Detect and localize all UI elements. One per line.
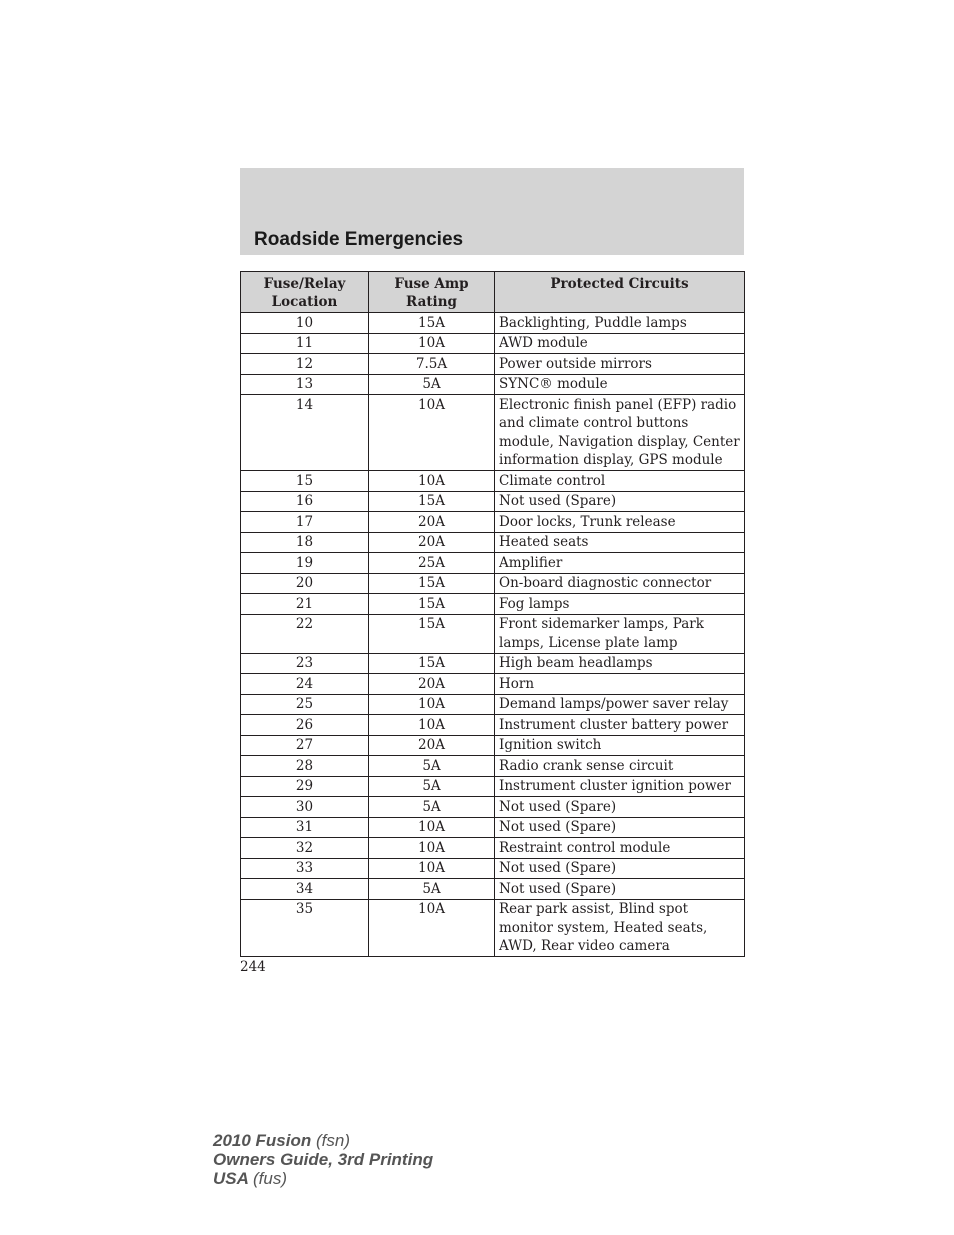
fuse-rating-cell: 15A [369,653,495,674]
page-number: 244 [240,959,266,975]
fuse-rating-cell: 10A [369,694,495,715]
column-header-circuits [495,272,745,313]
fuse-rating-cell: 15A [369,594,495,615]
protected-circuits-cell: Climate control [495,471,745,492]
column-header-circuits-line1: Protected Circuits [550,276,689,292]
fuse-rating-cell: 5A [369,797,495,818]
fuse-location-cell: 25 [241,694,369,715]
fuse-location-cell: 17 [241,512,369,533]
fuse-location-cell: 24 [241,674,369,695]
fuse-location-cell: 14 [241,395,369,471]
protected-circuits-cell: Electronic finish panel (EFP) radio and climate control buttons module, Navigation display, Center information display, GPS module [495,395,745,471]
fuse-rating-cell: 10A [369,715,495,736]
table-row [241,573,745,594]
protected-circuits-cell: Demand lamps/power saver relay [495,694,745,715]
fuse-location-cell: 23 [241,653,369,674]
protected-circuits-cell: Ignition switch [495,735,745,756]
table-row [241,532,745,553]
table-row [241,674,745,695]
column-header-rating-line2: Rating [406,294,457,310]
protected-circuits-cell: Amplifier [495,553,745,574]
footer [213,1131,433,1188]
fuse-location-cell: 27 [241,735,369,756]
fuse-location-cell: 13 [241,374,369,395]
table-row [241,491,745,512]
protected-circuits-cell: Power outside mirrors [495,354,745,375]
table-row [241,653,745,674]
fuse-location-cell: 30 [241,797,369,818]
fuse-location-cell: 16 [241,491,369,512]
protected-circuits-cell: Not used (Spare) [495,817,745,838]
fuse-location-cell: 26 [241,715,369,736]
fuse-rating-cell: 10A [369,333,495,354]
protected-circuits-cell: AWD module [495,333,745,354]
protected-circuits-cell: Heated seats [495,532,745,553]
column-header-location [241,272,369,313]
fuse-location-cell: 10 [241,313,369,334]
table-row [241,879,745,900]
footer-model-code: (fsn) [316,1131,350,1150]
fuse-rating-cell: 15A [369,313,495,334]
fuse-rating-cell: 10A [369,858,495,879]
fuse-location-cell: 21 [241,594,369,615]
fuse-rating-cell: 5A [369,374,495,395]
table-row [241,374,745,395]
fuse-table [240,271,745,957]
footer-market-line [213,1169,433,1188]
fuse-location-cell: 18 [241,532,369,553]
section-title: Roadside Emergencies [254,229,464,250]
table-row [241,735,745,756]
table-row [241,694,745,715]
fuse-location-cell: 22 [241,614,369,653]
table-row [241,395,745,471]
fuse-rating-cell: 7.5A [369,354,495,375]
section-header-band [240,168,744,255]
protected-circuits-cell: SYNC® module [495,374,745,395]
fuse-location-cell: 34 [241,879,369,900]
fuse-location-cell: 28 [241,756,369,777]
fuse-location-cell: 12 [241,354,369,375]
protected-circuits-cell: Instrument cluster battery power [495,715,745,736]
fuse-location-cell: 35 [241,899,369,957]
table-row [241,776,745,797]
fuse-location-cell: 11 [241,333,369,354]
table-row [241,817,745,838]
fuse-rating-cell: 10A [369,471,495,492]
table-row [241,899,745,957]
fuse-rating-cell: 5A [369,879,495,900]
fuse-location-cell: 33 [241,858,369,879]
table-row [241,715,745,736]
protected-circuits-cell: Door locks, Trunk release [495,512,745,533]
fuse-rating-cell: 20A [369,532,495,553]
table-header-row [241,272,745,313]
fuse-location-cell: 31 [241,817,369,838]
fuse-location-cell: 19 [241,553,369,574]
fuse-table-body [241,313,745,957]
fuse-rating-cell: 10A [369,395,495,471]
column-header-location-line2: Location [271,294,338,310]
protected-circuits-cell: Not used (Spare) [495,491,745,512]
protected-circuits-cell: Not used (Spare) [495,858,745,879]
protected-circuits-cell: Restraint control module [495,838,745,859]
fuse-location-cell: 15 [241,471,369,492]
fuse-rating-cell: 10A [369,817,495,838]
table-row [241,313,745,334]
protected-circuits-cell: Horn [495,674,745,695]
table-row [241,838,745,859]
fuse-location-cell: 32 [241,838,369,859]
table-row [241,594,745,615]
protected-circuits-cell: Instrument cluster ignition power [495,776,745,797]
table-row [241,354,745,375]
fuse-rating-cell: 10A [369,838,495,859]
table-row [241,858,745,879]
column-header-rating-line1: Fuse Amp [394,276,469,292]
fuse-location-cell: 29 [241,776,369,797]
protected-circuits-cell: Not used (Spare) [495,797,745,818]
fuse-rating-cell: 25A [369,553,495,574]
fuse-rating-cell: 15A [369,614,495,653]
table-row [241,797,745,818]
table-row [241,553,745,574]
fuse-rating-cell: 15A [369,491,495,512]
fuse-rating-cell: 20A [369,512,495,533]
table-row [241,512,745,533]
fuse-rating-cell: 5A [369,756,495,777]
protected-circuits-cell: Fog lamps [495,594,745,615]
protected-circuits-cell: Radio crank sense circuit [495,756,745,777]
column-header-location-line1: Fuse/Relay [263,276,346,292]
table-row [241,756,745,777]
table-row [241,614,745,653]
footer-market-code: (fus) [253,1169,287,1188]
fuse-rating-cell: 15A [369,573,495,594]
fuse-rating-cell: 20A [369,735,495,756]
fuse-rating-cell: 10A [369,899,495,957]
table-row [241,471,745,492]
protected-circuits-cell: Front sidemarker lamps, Park lamps, License plate lamp [495,614,745,653]
column-header-rating [369,272,495,313]
fuse-rating-cell: 5A [369,776,495,797]
footer-market: USA [213,1169,249,1188]
footer-model-line [213,1131,433,1150]
fuse-rating-cell: 20A [369,674,495,695]
protected-circuits-cell: Rear park assist, Blind spot monitor system, Heated seats, AWD, Rear video camera [495,899,745,957]
footer-guide: Owners Guide, 3rd Printing [213,1150,434,1169]
protected-circuits-cell: Not used (Spare) [495,879,745,900]
protected-circuits-cell: High beam headlamps [495,653,745,674]
footer-model: 2010 Fusion [213,1131,312,1150]
protected-circuits-cell: Backlighting, Puddle lamps [495,313,745,334]
protected-circuits-cell: On-board diagnostic connector [495,573,745,594]
fuse-location-cell: 20 [241,573,369,594]
table-row [241,333,745,354]
